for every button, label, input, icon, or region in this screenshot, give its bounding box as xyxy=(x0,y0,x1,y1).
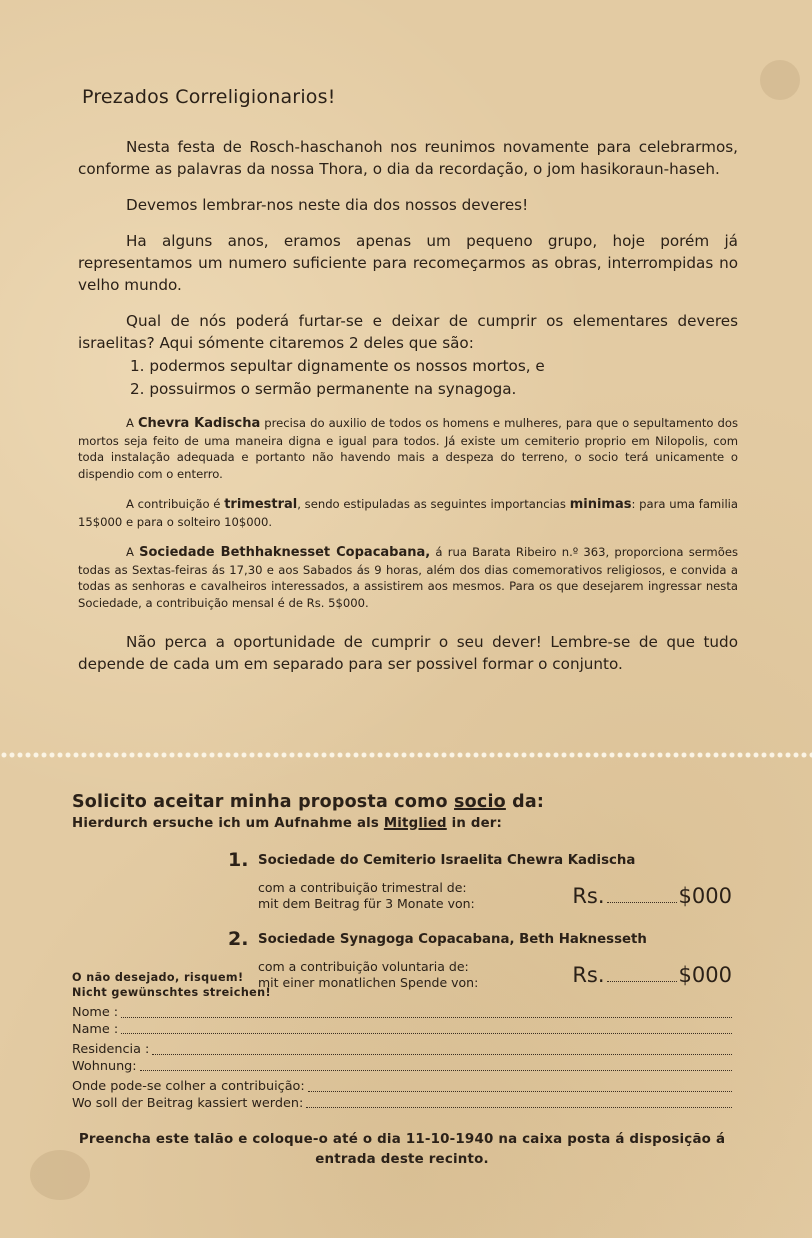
paragraph-chevra-kadischa: A Chevra Kadischa precisa do auxilio de todos os homens e mulheres, para que o sepultamento dos mortos seja feito de uma maneira digna e igual para todos. Já existe um cemiterio proprio em Nilopolis, com toda instalação adequada e portanto não havendo mais a despeza do terreno, o socio terá unicamente o dispendio com o enterro. xyxy=(78,416,738,481)
paragraph-closing: Não perca a oportunidade de cumprir o seu dever! Lembre-se de que tudo depende de cada um em separado para ser possivel formar o conjunto. xyxy=(78,633,738,673)
contribution-label: com a contribuição voluntaria de: mit einer monatlichen Spende von: xyxy=(258,959,479,990)
contribution-label: com a contribuição trimestral de: mit dem Beitrag für 3 Monate von: xyxy=(258,880,475,911)
paragraph-contribution: A contribuição é trimestral, sendo estipuladas as seguintes importancias minimas: para uma familia 15$000 e para o solteiro 10$000. xyxy=(78,497,738,529)
paragraph-duties: Devemos lembrar-nos neste dia dos nossos deveres! xyxy=(126,196,529,214)
collection-location-field[interactable]: Onde pode-se colher a contribuição: xyxy=(72,1079,732,1096)
paragraph-question: Qual de nós poderá furtar-se e deixar de cumprir os elementares deveres israelitas? Aqui sómente citaremos 2 deles que são: xyxy=(78,312,738,352)
society-number: 2. xyxy=(228,928,249,950)
paragraph-bethhaknesset: A Sociedade Bethhaknesset Copacabana, á rua Barata Ribeiro n.º 363, proporciona sermões todas as Sextas-feiras ás 17,30 e aos Sabados ás 9 horas, além dos dias comemorativos religiosos, e convida a todas as senhoras e cavalheiros interessados, a assistirem aos mesmos. Para os que desejarem ingressar nesta Sociedade, a contribuição mensal é de Rs. 5$000. xyxy=(78,545,738,610)
residence-field[interactable]: Residencia : xyxy=(72,1042,732,1059)
contribution-line xyxy=(258,880,732,914)
society-number: 1. xyxy=(228,849,249,871)
personal-fields xyxy=(72,1005,732,1112)
duties-list xyxy=(130,355,738,401)
membership-form xyxy=(72,792,732,1170)
perforation-line xyxy=(0,748,812,762)
residence-field-de[interactable]: Wohnung: xyxy=(72,1059,732,1076)
request-portuguese: Solicito aceitar minha proposta como socio da: xyxy=(72,792,545,812)
closing-instruction: Preencha este talão e coloque-o até o dia 11-10-1940 na caixa posta á disposição á entrada deste recinto. xyxy=(78,1132,726,1167)
strike-out-note: O não desejado, risquem! Nicht gewünschtes streichen! xyxy=(72,971,272,999)
name-field[interactable]: Nome : xyxy=(72,1005,732,1022)
society-name: Sociedade do Cemiterio Israelita Chewra Kadischa xyxy=(258,853,636,868)
paragraph-intro: Nesta festa de Rosch-haschanoh nos reunimos novamente para celebrarmos, conforme as palavras da nossa Thora, o dia da recordação, o jom hasikoraun-haseh. xyxy=(78,138,738,178)
paragraph-history: Ha alguns anos, eramos apenas um pequeno grupo, hoje porém já representamos um numero suficiente para recomeçarmos as obras, interrompidas no velho mundo. xyxy=(78,232,738,294)
amount-field[interactable]: Rs. $000 xyxy=(572,884,732,908)
list-item: 1. podermos sepultar dignamente os nossos mortos, e xyxy=(130,357,545,375)
letter-section xyxy=(78,86,738,689)
contribution-line xyxy=(258,959,732,993)
society-name: Sociedade Synagoga Copacabana, Beth Haknesseth xyxy=(258,932,647,947)
request-german: Hierdurch ersuche ich um Aufnahme als Mitglied in der: xyxy=(72,816,503,831)
bethhaknesset-name: Sociedade Bethhaknesset Copacabana, xyxy=(139,545,431,560)
amount-field[interactable]: Rs. $000 xyxy=(572,963,732,987)
list-item: 2. possuirmos o sermão permanente na synagoga. xyxy=(130,380,517,398)
chevra-kadischa-name: Chevra Kadischa xyxy=(137,416,261,431)
society-option-synagogue[interactable] xyxy=(228,928,732,993)
letter-heading: Prezados Correligionarios! xyxy=(82,86,336,108)
collection-location-field-de[interactable]: Wo soll der Beitrag kassiert werden: xyxy=(72,1096,732,1113)
paper-stain xyxy=(760,60,800,100)
society-option-cemetery[interactable] xyxy=(228,849,732,914)
name-field-de[interactable]: Name : xyxy=(72,1022,732,1039)
